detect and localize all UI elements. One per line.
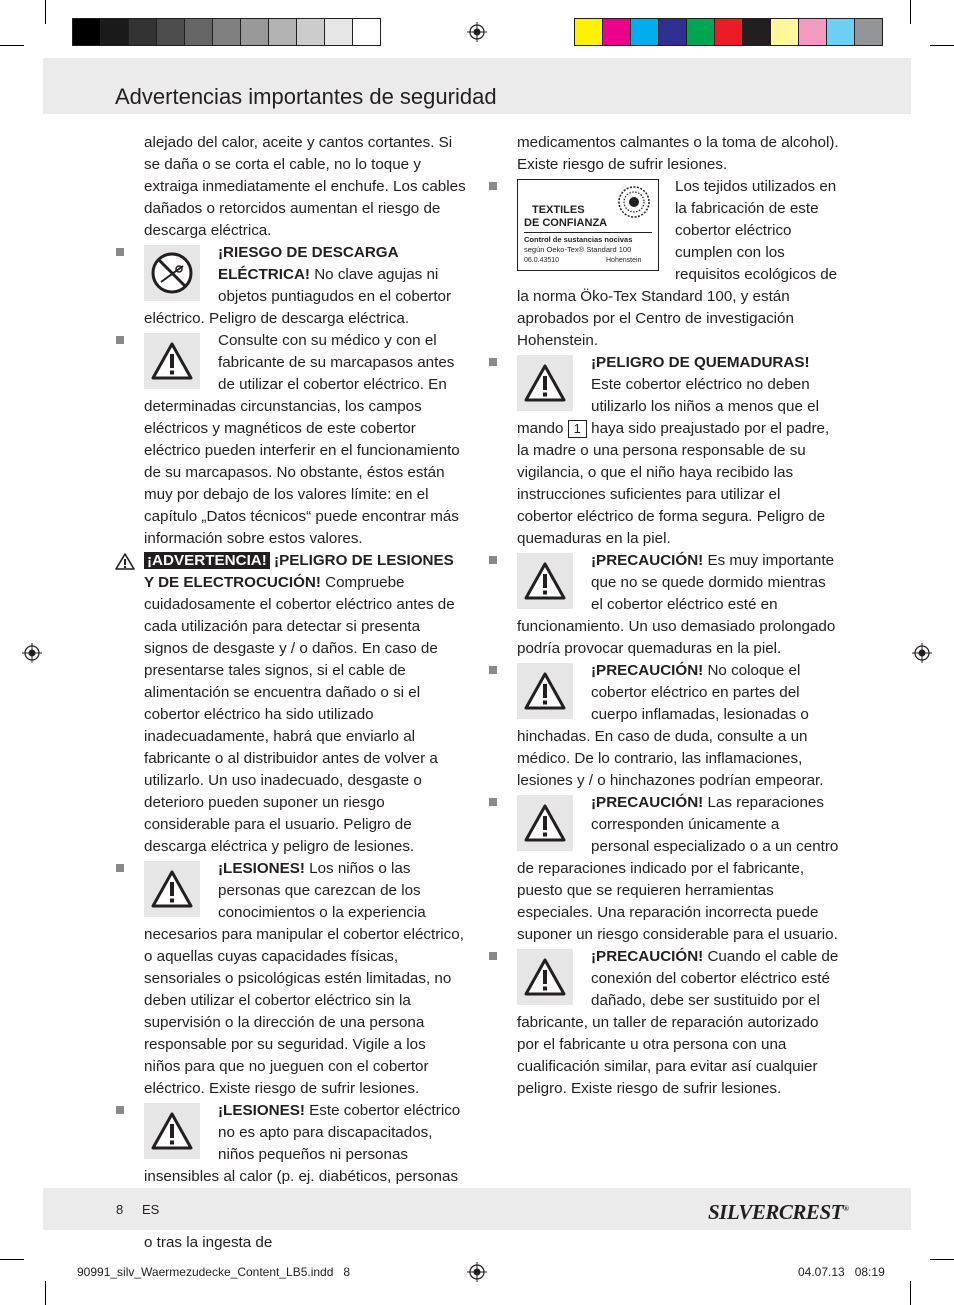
bullet xyxy=(489,358,497,366)
crop-mark xyxy=(910,1281,911,1305)
crop-mark xyxy=(45,1281,46,1305)
warning-heading: ¡PRECAUCIÓN! xyxy=(591,552,704,569)
warning-heading: ¡RIESGO DE DESCARGA ELÉCTRICA! xyxy=(218,244,399,283)
warning-text: Consulte con su médico y con el fabricante de su marcapasos antes de utilizar el cobertor eléctrico. En determinadas circunstancias, los campos eléctricos y magnéticos de este cobertor eléctrico pueden interferir en el funcionamiento de su marcapasos. No obstante, éstos están muy por debajo de los valores límite: en el capítulo „Datos técnicos“ puede encontrar más información sobre estos valores. xyxy=(144,332,460,547)
warning-item-precaucion-3 xyxy=(517,792,840,946)
crop-mark xyxy=(910,0,911,24)
brand-logo xyxy=(708,1196,848,1225)
warning-triangle-icon xyxy=(517,553,573,609)
oeko-label-subtitle: DE CONFIANZA xyxy=(524,217,608,229)
color-swatch xyxy=(770,18,799,46)
crop-mark xyxy=(0,45,24,46)
warning-text: haya sido preajustado por el padre, la madre o una persona responsable de su vigilancia, o que el niño haya recibido las instrucciones suficientes para utilizar el cobertor eléctrico de forma segura. Peligro de quemaduras en la piel. xyxy=(517,420,830,547)
color-swatch xyxy=(630,18,659,46)
oeko-label-title: TEXTILES xyxy=(532,204,585,216)
warning-triangle-icon xyxy=(517,355,573,411)
color-swatch xyxy=(742,18,771,46)
warning-text: Es muy importante que no se quede dormido mientras el cobertor eléctrico esté en funcionamiento. Un uso demasiado prolongado podría provocar quemaduras en la piel. xyxy=(517,552,836,657)
warning-triangle-icon xyxy=(144,1103,200,1159)
color-swatch xyxy=(324,18,353,46)
color-swatch xyxy=(156,18,185,46)
registered-mark: ® xyxy=(842,1204,849,1213)
color-swatch xyxy=(658,18,687,46)
warning-text: Este cobertor eléctrico no es apto para discapacitados, niños pequeños ni personas insensibles al calor (p. ej. diabéticos, personas o tras la ingesta de xyxy=(144,1102,461,1251)
warning-heading: ¡PELIGRO DE QUEMADURAS! xyxy=(591,354,810,371)
oeko-institute: Hohenstein xyxy=(606,257,642,264)
warning-triangle-icon xyxy=(517,949,573,1005)
warning-heading: ¡PELIGRO DE LESIONES Y DE ELECTROCUCIÓN! xyxy=(144,552,454,591)
language-code: ES xyxy=(142,1202,160,1217)
part-reference: 1 xyxy=(568,420,587,438)
color-swatch xyxy=(352,18,381,46)
color-swatch xyxy=(826,18,855,46)
bullet xyxy=(116,248,124,256)
color-swatch xyxy=(714,18,743,46)
oeko-tex-label xyxy=(517,179,659,271)
crop-mark xyxy=(0,1259,24,1260)
registration-mark-icon xyxy=(467,22,487,42)
warning-item-quemaduras xyxy=(517,352,840,550)
warning-triangle-icon xyxy=(115,553,135,577)
warning-text: No clave agujas ni objetos puntiagudos en el cobertor eléctrico. Peligro de descarga eléctrica. xyxy=(144,266,452,327)
warning-text: Este cobertor eléctrico no deben utilizarlo los niños a menos que el mando xyxy=(517,376,819,437)
file-slug: 90991_silv_Waermezudecke_Content_LB5.indd 8 xyxy=(77,1265,351,1279)
crop-mark xyxy=(45,0,46,24)
crop-mark xyxy=(930,45,954,46)
warning-triangle-icon xyxy=(517,663,573,719)
bullet xyxy=(116,336,124,344)
warning-item-advertencia xyxy=(144,550,466,858)
oeko-line: Control de sustancias nocivas xyxy=(524,235,633,244)
color-swatch xyxy=(240,18,269,46)
paragraph: medicamentos calmantes o la toma de alcohol). Existe riesgo de sufrir lesiones. xyxy=(517,134,839,173)
warning-item-lesiones-1 xyxy=(144,858,466,1100)
warning-text: No coloque el cobertor eléctrico en partes del cuerpo inflamadas, lesionadas o hinchadas. En caso de duda, consulte a un médico. De lo contrario, las inflamaciones, lesiones y / o hinchazones podrían empeorar. xyxy=(517,662,824,789)
oeko-tex-item xyxy=(517,176,840,352)
bullet xyxy=(489,182,497,190)
warning-item-pacemaker xyxy=(144,330,466,550)
right-column xyxy=(517,132,840,1100)
color-swatch xyxy=(602,18,631,46)
warning-text: Los niños o las personas que carezcan de los conocimientos o la experiencia necesarios para manipular el cobertor eléctrico, o aquellas cuyas capacidades físicas, sensoriales o psicológicas estén limitadas, no deben utilizar el cobertor eléctrico sin la supervisión o la dirección de una persona responsable por su seguridad. Vigile a los niños para que no jueguen con el cobertor eléctrico. Existe riesgo de sufrir lesiones. xyxy=(144,860,464,1097)
bullet xyxy=(489,666,497,674)
paragraph: Los tejidos utilizados en la fabricación de este cobertor eléctrico cumplen con los requisitos ecológicos de la norma Öko-Tex Standard 100, y están aprobados por el Centro de investigación Hohenstein. xyxy=(517,178,838,349)
color-swatch xyxy=(72,18,101,46)
warning-triangle-icon xyxy=(144,861,200,917)
warning-heading: ¡LESIONES! xyxy=(218,1102,305,1119)
crop-mark xyxy=(930,1259,954,1260)
bullet xyxy=(489,798,497,806)
color-swatch xyxy=(296,18,325,46)
warning-item-lesiones-2 xyxy=(144,1100,466,1254)
bullet xyxy=(116,1106,124,1114)
brand-logo-part: CREST xyxy=(778,1200,843,1224)
warning-text: Compruebe cuidadosamente el cobertor eléctrico antes de cada utilización para detectar si presenta signos de desgaste y / o daños. En caso de presentarse tales signos, si el cable de alimentación se encuentra dañado o si el cobertor eléctrico ha sido utilizado inadecuadamente, habrá que enviarlo al fabricante o al distribuidor antes de volver a utilizarlo. Un uso inadecuado, desgaste o deterioro pueden suponer un riesgo considerable para el usuario. Peligro de descarga eléctrica y peligro de lesiones. xyxy=(144,574,455,855)
color-swatch xyxy=(686,18,715,46)
no-needles-icon xyxy=(144,245,200,301)
warning-heading: ¡PRECAUCIÓN! xyxy=(591,794,704,811)
warning-item-shock xyxy=(144,242,466,330)
warning-item-precaucion-2 xyxy=(517,660,840,792)
color-swatch xyxy=(100,18,129,46)
warning-triangle-icon xyxy=(517,795,573,851)
color-swatch xyxy=(854,18,883,46)
warning-triangle-icon xyxy=(144,333,200,389)
page-number: 8 xyxy=(116,1202,124,1217)
color-swatch xyxy=(212,18,241,46)
bullet xyxy=(489,952,497,960)
bullet xyxy=(489,556,497,564)
paragraph: alejado del calor, aceite y cantos cortantes. Si se daña o se corta el cable, no lo toque y extraiga inmediatamente el enchufe. Los cables dañados o retorcidos aumentan el riesgo de descarga eléctrica. xyxy=(144,134,466,239)
color-swatch xyxy=(128,18,157,46)
warning-text: Cuando el cable de conexión del cobertor eléctrico esté dañado, debe ser sustituido por el fabricante, un taller de reparación autorizado por el fabricante u otra persona con una cualificación similar, para evitar así cualquier peligro. Existe riesgo de sufrir lesiones. xyxy=(517,948,839,1097)
warning-heading: ¡PRECAUCIÓN! xyxy=(591,948,704,965)
color-swatch xyxy=(574,18,603,46)
oeko-tex-globe-icon xyxy=(616,184,652,220)
oeko-line: según Oeko-Tex® Standard 100 xyxy=(524,245,632,254)
warning-text: Las reparaciones corresponden únicamente a personal especializado o a un centro de reparaciones indicado por el fabricante, puesto que se requieren herramientas especiales. Una reparación incorrecta puede suponer un riesgo considerable para el usuario. xyxy=(517,794,839,943)
warning-item-precaucion-1 xyxy=(517,550,840,660)
warning-heading: ¡LESIONES! xyxy=(218,860,305,877)
color-swatch xyxy=(268,18,297,46)
left-column xyxy=(144,132,466,1254)
registration-mark-icon xyxy=(22,643,42,663)
registration-mark-icon xyxy=(467,1262,487,1282)
color-swatch xyxy=(184,18,213,46)
oeko-number: 06.0.43510 xyxy=(524,257,560,264)
warning-heading: ¡PRECAUCIÓN! xyxy=(591,662,704,679)
divider xyxy=(524,232,652,233)
page-title: Advertencias importantes de seguridad xyxy=(115,84,497,109)
bullet xyxy=(116,864,124,872)
registration-mark-icon xyxy=(912,643,932,663)
color-swatch xyxy=(798,18,827,46)
warning-item-precaucion-4 xyxy=(517,946,840,1100)
date-slug: 04.07.13 08:19 xyxy=(798,1265,885,1279)
brand-logo-part: SILVER xyxy=(708,1200,779,1224)
warning-badge: ¡ADVERTENCIA! xyxy=(144,552,270,569)
